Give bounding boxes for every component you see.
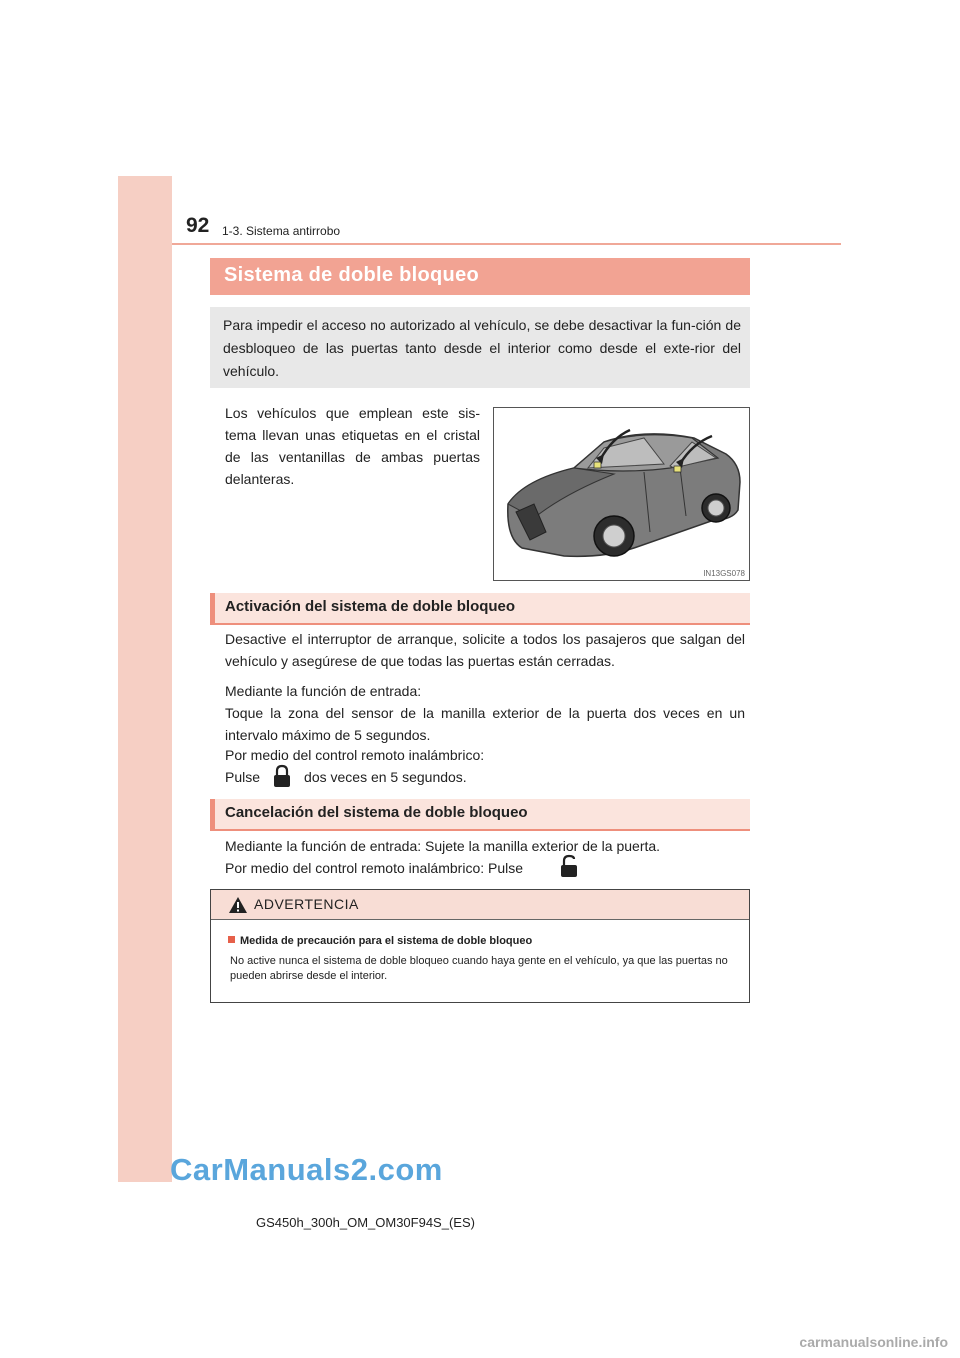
remote-label: Por medio del control remoto inalámbrico: <box>225 747 485 763</box>
warning-subtitle-row <box>228 935 532 947</box>
cancel-remote-before: Por medio del control remoto inalámbrico: Pulse <box>225 860 524 876</box>
lock-icon <box>271 763 293 789</box>
site-watermark: carmanualsonline.info <box>799 1334 948 1350</box>
entry-text: Toque la zona del sensor de la manilla exterior de la puerta dos veces en un intervalo máximo de 5 segundos. <box>225 705 745 743</box>
bullet-square-icon <box>228 936 235 943</box>
car-drawing <box>494 408 750 581</box>
intro-text: Para impedir el acceso no autorizado al vehículo, se debe desactivar la fun-ción de desbloqueo de las puertas tanto desde el interior como desde el exte-rior del vehículo. <box>223 317 741 379</box>
main-heading-text: Sistema de doble bloqueo <box>224 264 480 286</box>
labels-text: Los vehículos que emplean este sis-tema llevan unas etiquetas en el cristal de las ventanillas de ambas puertas delanteras. <box>225 405 480 487</box>
pulse-before: Pulse <box>225 769 261 785</box>
side-band <box>118 176 172 1182</box>
page-number: 92 <box>186 214 210 237</box>
unlock-icon <box>558 853 580 879</box>
section-title: 1-3. Sistema antirrobo <box>222 224 341 238</box>
footer-code: GS450h_300h_OM_OM30F94S_(ES) <box>256 1215 475 1230</box>
main-heading <box>210 258 750 295</box>
pulse-line <box>225 766 745 788</box>
warning-header <box>211 890 749 920</box>
figure-code: IN13GS078 <box>703 569 745 578</box>
pulse-after: dos veces en 5 segundos. <box>304 769 467 785</box>
car-illustration <box>493 407 750 581</box>
cancel-entry-text: Mediante la función de entrada: Sujete la manilla exterior de la puerta. <box>225 838 661 854</box>
cancel-remote-line <box>225 857 745 879</box>
warning-subtitle: Medida de precaución para el sistema de doble bloqueo <box>240 935 533 947</box>
activation-heading <box>210 593 750 625</box>
warning-box <box>210 889 750 1003</box>
activation-heading-text: Activación del sistema de doble bloqueo <box>225 598 516 615</box>
warning-body: No active nunca el sistema de doble bloqueo cuando haya gente en el vehículo, ya que las puertas no pueden abrirse desde el interior. <box>230 955 728 982</box>
cancel-heading-text: Cancelación del sistema de doble bloqueo <box>225 804 528 821</box>
header-rule <box>172 243 841 245</box>
entry-label: Mediante la función de entrada: <box>225 683 422 699</box>
intro-box <box>210 307 750 388</box>
watermark-logo: CarManuals2.com <box>170 1152 443 1187</box>
cancel-heading <box>210 799 750 831</box>
activation-para: Desactive el interruptor de arranque, solicite a todos los pasajeros que salgan del vehículo y asegúrese de que todas las puertas están cerradas. <box>225 631 745 669</box>
warning-triangle-icon <box>228 896 248 914</box>
warning-title: ADVERTENCIA <box>254 896 359 912</box>
